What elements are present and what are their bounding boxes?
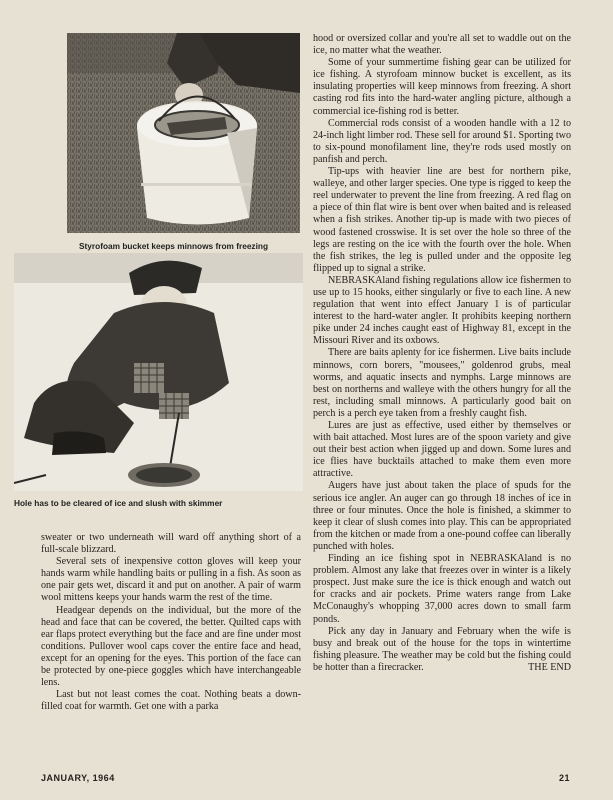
minnow-bucket-photo: [67, 33, 300, 233]
end-mark: THE END: [528, 661, 571, 673]
page-number: 21: [559, 773, 571, 783]
paragraph: NEBRASKAland fishing regulations allow ice fishermen to use up to 15 hooks, either singularly or five to each line. A new regulation that went into effect January 1 is of particular interest to the hard-water angler. It prohibits keeping northern pike under 24 inches caught east of Highway 81, except in the Missouri River and its oxbows.: [313, 274, 571, 347]
paragraph: Some of your summertime fishing gear can be utilized for ice fishing. A styrofoam minnow bucket is excellent, as its insulating properties will keep minnows from freezing. A short casting rod fits into the hard-water angling picture, although a commercial ice-fishing rod is better.: [313, 57, 571, 117]
right-text-column: [313, 33, 571, 674]
issue-date: JANUARY, 1964: [41, 773, 115, 783]
paragraph-last: [313, 626, 571, 674]
paragraph: Finding an ice fishing spot in NEBRASKAland is no problem. Almost any lake that freezes over in winter is a likely prospect. Just make sure the ice is thick enough and watch out for cracks and air pockets. Prime waters range from Lake McConaughy's whopping 37,000 acres down to small farm ponds.: [313, 553, 571, 625]
left-text-column: [41, 532, 301, 713]
paragraph: hood or oversized collar and you're all set to waddle out on the ice, no matter what the weather.: [313, 33, 571, 57]
paragraph: Last but not least comes the coat. Nothing beats a down-filled coat for warmth. Get one with a parka: [41, 689, 301, 713]
paragraph: Augers have just about taken the place of spuds for the serious ice angler. An auger can go through 18 inches of ice in three or four minutes. Once the hole is finished, a skimmer to keep it clear of slush comes into play. This can be appropriated from the kitchen or made from a one-pound coffee can liberally punched with holes.: [313, 480, 571, 552]
paragraph: Lures are just as effective, used either by themselves or with bait attached. Most lures are of the spoon variety and give out their best action when jigged up and down. Some lures and ice flies have bucktails attached to make them even more attractive.: [313, 420, 571, 480]
paragraph: Tip-ups with heavier line are best for northern pike, walleye, and other larger species. One type is rigged to keep the reel underwater to prevent the line from freezing. A red flag on a piece of thin flat wire is bent over when baited and is released when a fish strikes. Another tip-up is made with two pieces of wood fastened crosswise. It is set over the hole so three of the legs are resting on the ice with the fourth over the hole. When the fish strikes, the leg is pulled under and the opposite leg flipped up to signal a strike.: [313, 166, 571, 274]
ice-skimmer-photo: [14, 253, 303, 491]
paragraph: Headgear depends on the individual, but the more of the head and face that can be covered, the better. Quilted caps with ear flaps protect everything but the face and are fine under most conditions. Pullover wool caps cover the entire face and head, except for an opening for the eyes. This portion of the face can be protected by one-piece goggles which have interchangeable lens.: [41, 604, 301, 689]
paragraph: There are baits aplenty for ice fishermen. Live baits include minnows, corn borers, "mousees," goldenrod grubs, meal worms, and aquatic insects and nymphs. Large minnows are best on northerns and walleye with the others hungry for all the rest, including small minnows. A particularly good bait on perch is a perch eye taken from a freshly caught fish.: [313, 347, 571, 419]
paragraph: sweater or two underneath will ward off anything short of a full-scale blizzard.: [41, 532, 301, 556]
photo-caption: Hole has to be cleared of ice and slush with skimmer: [14, 498, 223, 508]
photo-caption: Styrofoam bucket keeps minnows from freezing: [79, 241, 269, 251]
paragraph-text: Pick any day in January and February when the wife is busy and break out of the house for the tops in wintertime fishing pleasure. The weather may be cold but the fishing could be hotter than a firecracker.: [313, 625, 571, 673]
paragraph: Commercial rods consist of a wooden handle with a 12 to 24-inch light limber rod. These sell for around $1. Sporting two to six-pound monofilament line, they're rods used mostly on panfish and perch.: [313, 117, 571, 165]
paragraph: Several sets of inexpensive cotton gloves will keep your hands warm while handling baits or pulling in a fish. As soon as one pair gets wet, discard it and put on another. A pair of warm wool mittens keeps your hands warm the rest of the time.: [41, 556, 301, 604]
